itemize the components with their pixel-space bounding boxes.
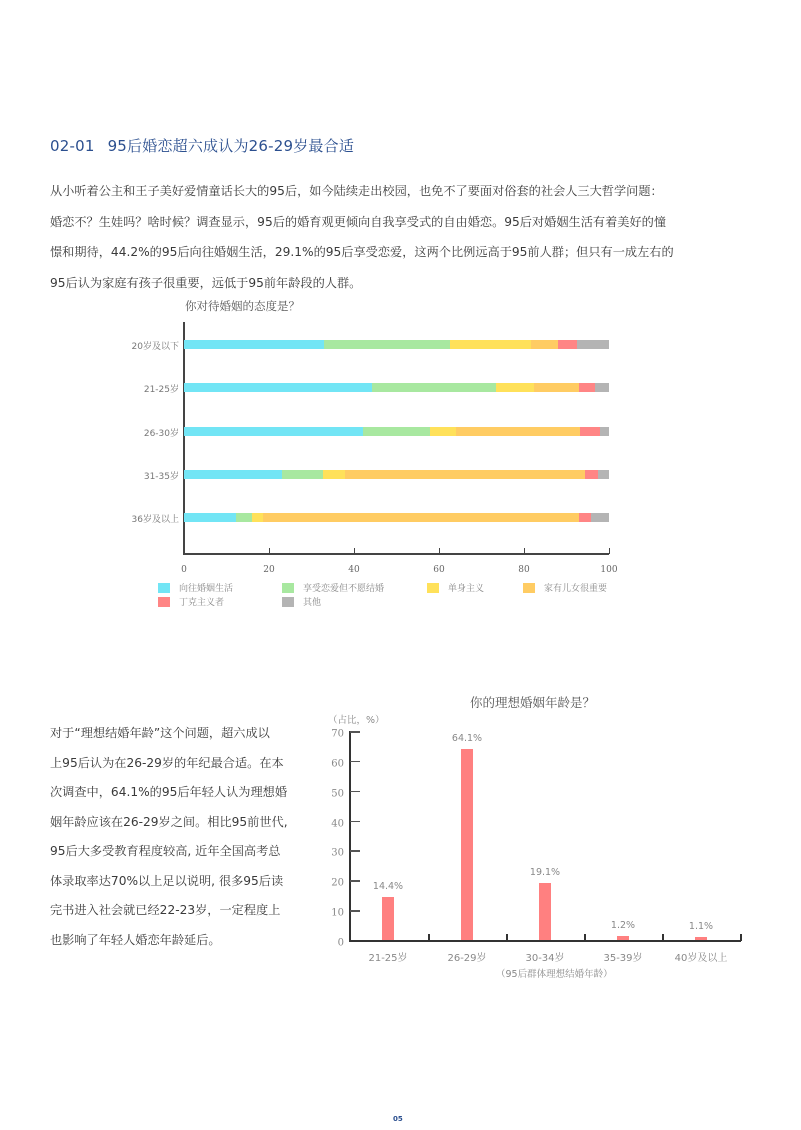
bar-segment (372, 383, 496, 392)
y-tick (350, 731, 360, 733)
legend-swatch-icon (158, 583, 170, 593)
y-axis-unit: （占比，%） (328, 715, 385, 726)
legend-label: 享受恋爱但不愿结婚 (303, 584, 385, 594)
section-heading: 95后婚恋超六成认为26-29岁最合适 (107, 137, 355, 155)
y-tick (350, 910, 360, 912)
page-number: 05 (393, 1115, 403, 1123)
stacked-bar (184, 427, 609, 436)
y-tick-label: 0 (337, 937, 344, 949)
y-tick-label: 50 (331, 788, 344, 800)
row-label: 20岁及以下 (131, 342, 179, 352)
y-tick (350, 791, 360, 793)
side-line: 对于“理想结婚年龄”这个问题，超六成以 (50, 726, 270, 740)
x-tick (584, 934, 586, 941)
bar-segment (184, 513, 236, 522)
bar-segment (363, 427, 430, 436)
legend-item (158, 581, 233, 594)
column-bar (617, 936, 629, 940)
intro-line: 婚恋不？生娃吗？啥时候？调查显示，95后的婚育观更倾向自我享受式的自由婚恋。95后对婚姻生活有着美好的憧 (50, 214, 667, 229)
value-label: 64.1% (451, 732, 483, 744)
bar-segment (184, 340, 324, 349)
side-line: 完书进入社会就已经22-23岁，一定程度上 (50, 903, 281, 917)
side-line: 次调查中，64.1%的95后年轻人认为理想婚 (50, 785, 288, 799)
bar-segment (282, 470, 323, 479)
bar-segment (531, 340, 558, 349)
intro-line: 憬和期待，44.2%的95后向往婚姻生活，29.1%的95后享受恋爱，这两个比例远高于95前人群；但只有一成左右的 (50, 245, 674, 259)
y-tick-label: 10 (331, 907, 344, 919)
row-label: 36岁及以上 (131, 515, 179, 525)
legend-label: 其他 (303, 598, 322, 608)
side-line: 95后大多受教育程度较高, 近年全国高考总 (50, 844, 281, 858)
value-label: 14.4% (372, 881, 404, 892)
legend-swatch-icon (158, 597, 170, 607)
legend-label: 家有儿女很重要 (544, 584, 608, 594)
legend-label: 向往婚姻生活 (179, 584, 234, 594)
stacked-bar (184, 513, 609, 522)
bar-segment (600, 427, 609, 436)
x-axis-line (349, 940, 741, 942)
bar-segment (345, 470, 585, 479)
x-category-label: 30-34岁 (525, 953, 565, 964)
legend-item (158, 595, 224, 608)
legend-label: 丁克主义者 (179, 598, 225, 608)
legend-item (282, 595, 321, 608)
x-tick (524, 548, 525, 554)
x-tick (439, 548, 440, 554)
x-tick (354, 548, 355, 554)
bar-segment (456, 427, 579, 436)
section-title (50, 135, 354, 156)
x-tick-label: 60 (433, 565, 445, 575)
row-label: 26-30岁 (143, 429, 179, 439)
bar-segment (598, 470, 609, 479)
bar-segment (577, 340, 609, 349)
column-bar (461, 749, 473, 940)
bar-segment (184, 427, 363, 436)
column-bar (382, 897, 394, 940)
x-tick-label: 40 (348, 565, 360, 575)
y-tick (350, 761, 360, 763)
bar-segment (579, 513, 591, 522)
x-tick (428, 934, 430, 941)
legend-swatch-icon (523, 583, 535, 593)
bar-segment (595, 383, 609, 392)
legend-item (282, 581, 384, 594)
bar-segment (252, 513, 262, 522)
legend-swatch-icon (282, 597, 294, 607)
bar-segment (236, 513, 252, 522)
x-tick-label: 80 (518, 565, 530, 575)
x-tick (506, 934, 508, 941)
x-tick-label: 20 (263, 565, 275, 575)
bar-segment (591, 513, 609, 522)
side-line: 姻年龄应该在26-29岁之间。相比95前世代, (50, 814, 288, 829)
y-tick-label: 20 (331, 877, 344, 889)
bar-segment (184, 383, 372, 392)
x-tick (609, 548, 610, 554)
legend-item (523, 581, 607, 594)
stacked-bar (184, 470, 609, 479)
intro-line: 从小听着公主和王子美好爱情童话长大的95后，如今陆续走出校园，也免不了要面对俗套的社会人三大哲学问题： (50, 184, 663, 198)
value-label: 19.1% (529, 866, 561, 878)
y-tick (350, 880, 360, 882)
stacked-bar (184, 340, 609, 349)
column-bar (539, 883, 551, 940)
intro-line: 95后认为家庭有孩子很重要，远低于95前年龄段的人群。 (50, 275, 362, 290)
bar-segment (558, 340, 577, 349)
y-tick-label: 40 (331, 818, 344, 830)
x-category-label: 35-39岁 (603, 953, 643, 964)
x-category-label: 40岁及以上 (674, 953, 728, 964)
x-tick (740, 934, 742, 941)
bar-segment (263, 513, 580, 522)
stacked-bar (184, 383, 609, 392)
bar-segment (324, 340, 450, 349)
chart-title: 你对待婚姻的态度是？ (185, 299, 300, 313)
x-category-label: 26-29岁 (447, 953, 487, 964)
y-tick (350, 850, 360, 852)
section-number: 02-01 (50, 137, 95, 155)
column-bar (695, 937, 707, 940)
bar-segment (579, 383, 595, 392)
y-tick-label: 30 (331, 847, 344, 859)
legend-swatch-icon (427, 583, 439, 593)
x-tick-label: 0 (181, 565, 187, 575)
bar-segment (585, 470, 598, 479)
bar-segment (450, 340, 530, 349)
side-line: 上95后认为在26-29岁的年纪最合适。在本 (50, 755, 284, 770)
bar-segment (184, 470, 282, 479)
x-axis-line (183, 553, 609, 555)
x-category-label: 21-25岁 (368, 953, 408, 964)
side-line: 体录取率达70%以上足以说明, 很多95后读 (50, 873, 284, 888)
bar-segment (430, 427, 456, 436)
x-axis-title: （95后群体理想结婚年龄） (496, 969, 613, 980)
legend-label: 单身主义 (448, 584, 485, 594)
bar-segment (323, 470, 345, 479)
legend-item (427, 581, 484, 594)
y-tick-label: 60 (331, 758, 344, 770)
bar-segment (496, 383, 534, 392)
x-tick (662, 934, 664, 941)
chart-title: 你的理想婚姻年龄是？ (470, 695, 596, 710)
value-label: 1.1% (688, 920, 714, 932)
y-tick-label: 70 (331, 728, 344, 740)
x-tick (269, 548, 270, 554)
legend-swatch-icon (282, 583, 294, 593)
intro-paragraph (50, 176, 755, 298)
bar-segment (534, 383, 579, 392)
x-tick-label: 100 (600, 565, 618, 575)
row-label: 31-35岁 (143, 472, 179, 482)
side-line: 也影响了年轻人婚恋年龄延后。 (50, 932, 221, 947)
side-paragraph (50, 719, 312, 955)
value-label: 1.2% (610, 920, 636, 932)
y-tick (350, 821, 360, 823)
bar-segment (580, 427, 600, 436)
row-label: 21-25岁 (143, 385, 179, 395)
